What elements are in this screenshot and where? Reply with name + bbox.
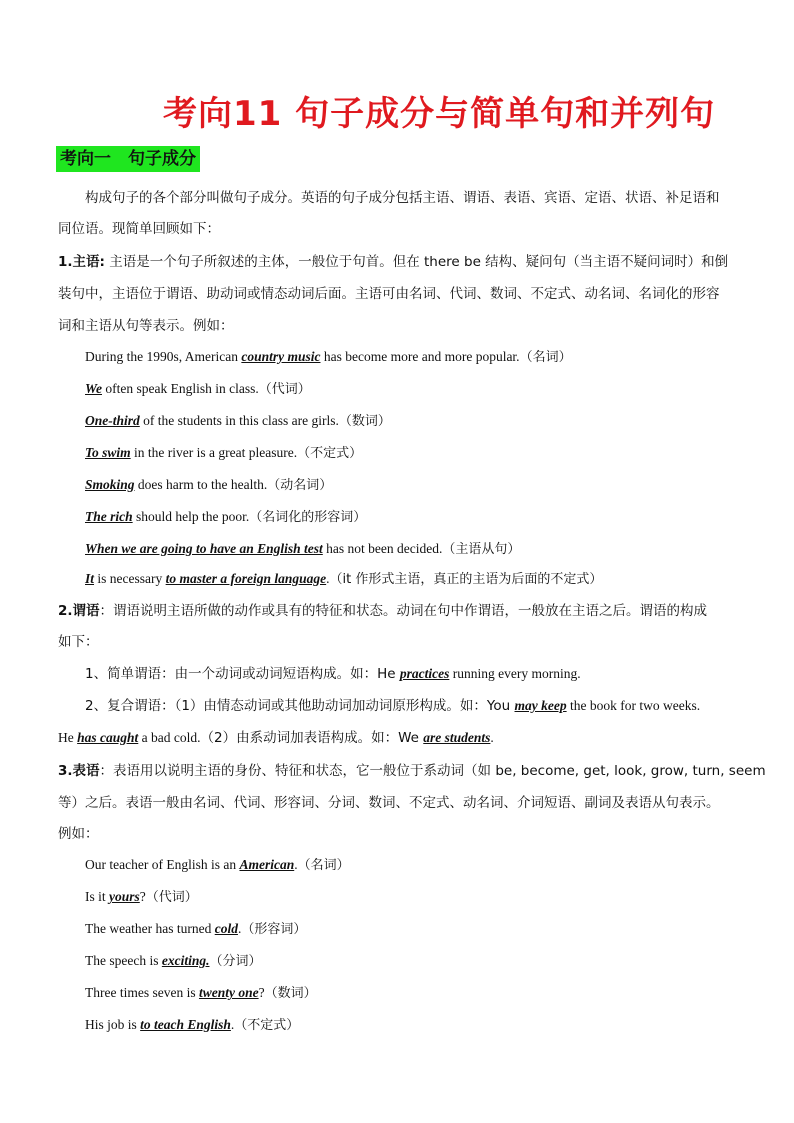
subject-example-4 [85, 443, 362, 464]
example-note: （数词） [264, 986, 317, 1001]
example-post: often speak English in class. [102, 381, 259, 396]
example-key: twenty one [198, 985, 259, 1000]
example-key-2: to master a foreign language [165, 571, 327, 586]
intro-line-2: 同位语。现简单回顾如下： [58, 221, 220, 237]
predicate-simple-text: 1、简单谓语：由一个动词或动词短语构成。如：He [85, 666, 400, 682]
predicate-compound-line-2 [58, 728, 494, 748]
example-post: the book for two weeks. [566, 698, 701, 713]
subject-example-2 [85, 379, 311, 400]
example-pre: Our teacher of English is an [85, 857, 240, 872]
example-key: To swim [85, 445, 131, 460]
predicate-compound-text-2: （2）由系动词加表语构成。如：We [200, 730, 424, 746]
subject-example-1 [85, 347, 572, 368]
example-mid: a bad cold. [138, 730, 201, 745]
intro-line-1: 构成句子的各个部分叫做句子成分。英语的句子成分包括主语、谓语、表语、宾语、定语、状语、补足语和 [85, 190, 720, 206]
example-note: （形容词） [241, 922, 307, 937]
predicate-heading: 2.谓语 [58, 603, 100, 619]
example-note: （不定式） [234, 1018, 300, 1033]
example-post: should help the poor. [132, 509, 250, 524]
example-note: （分词） [209, 954, 262, 969]
example-key: When we are going to have an English test [85, 541, 323, 556]
example-post: ? [139, 889, 146, 904]
example-note: （名词） [519, 350, 572, 365]
subject-example-it [85, 569, 602, 590]
example-pre: Three times seven is [85, 985, 199, 1000]
example-note: （动名词） [267, 478, 333, 493]
example-post: . [294, 857, 298, 872]
example-pre: His job is [85, 1017, 141, 1032]
page-title: 考向11 句子成分与简单句和并列句 [163, 94, 716, 134]
predicative-example-2 [85, 887, 198, 908]
example-note: （名词） [297, 858, 350, 873]
subject-example-7 [85, 539, 520, 560]
example-key: The rich [85, 509, 133, 524]
example-note: （名词化的形容词） [249, 510, 367, 525]
predicative-paragraph-line-1 [58, 761, 766, 781]
section-heading-highlight: 考向一 句子成分 [56, 146, 200, 172]
subject-example-6 [85, 507, 366, 528]
predicative-heading: 3.表语 [58, 763, 100, 779]
subject-example-3 [85, 411, 391, 432]
example-post: ? [258, 985, 265, 1000]
example-key: exciting. [161, 953, 210, 968]
example-key: One-third [85, 413, 140, 428]
example-key: country music [241, 349, 321, 364]
example-post: has become more and more popular. [320, 349, 520, 364]
example-mid: is necessary [94, 571, 166, 586]
example-post: in the river is a great pleasure. [130, 445, 298, 460]
example-post: running every morning. [449, 666, 581, 681]
subject-paragraph-line-1 [58, 252, 728, 272]
example-post: . [230, 1017, 235, 1032]
example-post: . [326, 571, 330, 586]
subject-example-5 [85, 475, 332, 496]
example-post: does harm to the health. [134, 477, 268, 492]
predicative-example-6 [85, 1015, 299, 1036]
predicate-paragraph-line-2: 如下： [58, 634, 99, 650]
example-post: has not been decided. [322, 541, 443, 556]
example-note: （主语从句） [442, 542, 521, 557]
example-pre: Is it [85, 889, 110, 904]
example-pre: The weather has turned [85, 921, 215, 936]
subject-paragraph-line-2: 装句中，主语位于谓语、助动词或情态动词后面。主语可由名词、代词、数词、不定式、动名词、名词化的形容 [58, 286, 720, 302]
example-key-2: are students [423, 730, 491, 745]
predicative-example-3 [85, 919, 306, 940]
predicate-paragraph-line-1 [58, 601, 707, 621]
example-pre: The speech is [85, 953, 162, 968]
predicate-compound-line-1 [85, 696, 700, 716]
example-key: may keep [514, 698, 567, 713]
example-key: cold [214, 921, 238, 936]
predicative-paragraph-line-2: 等）之后。表语一般由名词、代词、形容词、分词、数词、不定式、动名词、介词短语、副词及表语从句表示。 [58, 795, 720, 811]
example-key: yours [109, 889, 140, 904]
example-key: We [85, 381, 102, 396]
example-note: （代词） [258, 382, 311, 397]
subject-heading: 1.主语: [58, 254, 105, 270]
predicate-compound-text: 2、复合谓语：（1）由情态动词或其他助动词加动词原形构成。如：You [85, 698, 515, 714]
example-pre: He [58, 730, 78, 745]
example-post: . [237, 921, 242, 936]
example-key: It [85, 571, 95, 586]
example-note: （数词） [338, 414, 391, 429]
predicative-paragraph-line-3: 例如： [58, 826, 99, 842]
example-key: Smoking [85, 477, 135, 492]
example-note: （it 作形式主语，真正的主语为后面的不定式） [329, 572, 603, 587]
predicative-example-1 [85, 855, 350, 876]
example-note: （不定式） [297, 446, 363, 461]
subject-text-1: 主语是一个句子所叙述的主体，一般位于句首。但在 there be 结构、疑问句（当主语不疑问词时）和倒 [104, 254, 729, 270]
example-key: American [239, 857, 295, 872]
predicate-simple-line [85, 664, 581, 684]
example-note: （代词） [145, 890, 198, 905]
example-key: practices [399, 666, 450, 681]
example-post: of the students in this class are girls. [139, 413, 339, 428]
predicative-example-5 [85, 983, 317, 1004]
predicate-text-1: ：谓语说明主语所做的动作或具有的特征和状态。动词在句中作谓语，一般放在主语之后。谓语的构成 [99, 603, 708, 619]
predicative-text-1: ：表语用以说明主语的身份、特征和状态，它一般位于系动词（如 be, become, get, look, grow, turn, seem [99, 763, 766, 779]
example-post: . [490, 730, 494, 745]
example-key: to teach English [140, 1017, 231, 1032]
example-pre: During the 1990s, American [85, 349, 242, 364]
predicative-example-4 [85, 951, 262, 972]
subject-paragraph-line-3: 词和主语从句等表示。例如： [58, 318, 234, 334]
example-key: has caught [77, 730, 139, 745]
